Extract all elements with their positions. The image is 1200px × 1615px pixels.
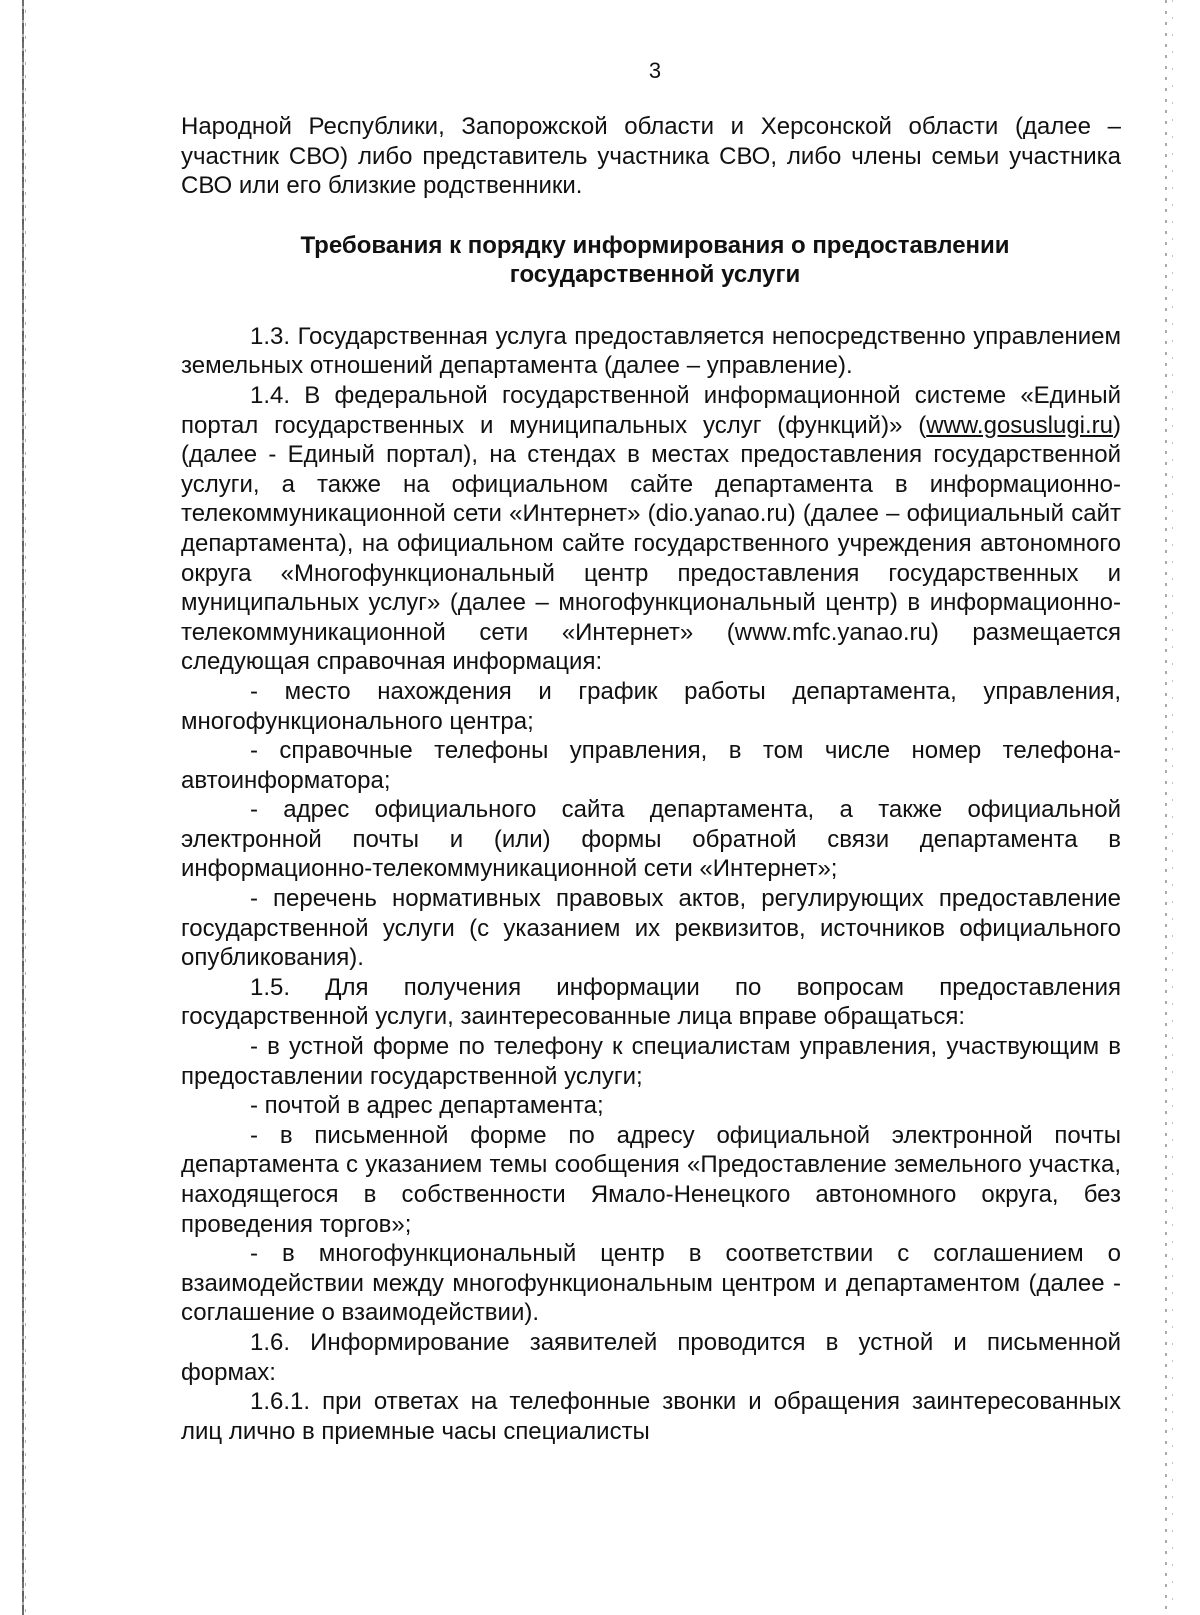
page-number: 3 [648,58,662,83]
scan-edge-right [1165,0,1167,1615]
scan-edge-left-secondary [25,0,26,1615]
contact-item-email: - в письменной форме по адресу официальной электронной почты департамента с указанием темы сообщения «Предоставление земельного участка, находящегося в собственности Ямало-Ненецкого автономного округа, без проведения торгов»; [181,1121,1121,1238]
scan-edge-left [22,0,24,1615]
gosuslugi-link[interactable]: www.gosuslugi.ru [926,411,1113,439]
clause-1-4-text-end: ) (далее - Единый портал), на стендах в местах предоставления государственной услуги, а также на официальном сайте департамента в информационно-телекоммуникационной сети «Интернет» (dio.yanao.ru) (далее – официальный сайт департамента), на официальном сайте государственного учреждения автономного округа «Многофункциональный центр предоставления государственных и муниципальных услуг» (далее – многофункциональный центр) в информационно-телекоммуникационной сети «Интернет» (www.mfc.yanao.ru) размещается следующая справочная информация: [181,411,1121,676]
clause-1-6: 1.6. Информирование заявителей проводится в устной и письменной формах: [181,1328,1121,1386]
document-body [181,112,1121,1446]
clause-1-5: 1.5. Для получения информации по вопросам предоставления государственной услуги, заинтересованные лица вправе обращаться: [181,973,1121,1031]
info-item-location: - место нахождения и график работы департамента, управления, многофункционального центра; [181,677,1121,735]
scan-edge-right-secondary [1172,0,1173,1615]
contact-item-mfc: - в многофункциональный центр в соответствии с соглашением о взаимодействии между многофункциональным центром и департаментом (далее - соглашение о взаимодействии). [181,1240,1121,1327]
section-heading [181,231,1121,289]
contact-item-phone: - в устной форме по телефону к специалистам управления, участвующим в предоставлении государственной услуги; [181,1033,1121,1090]
clause-1-3: 1.3. Государственная услуга предоставляется непосредственно управлением земельных отношений департамента (далее – управление). [181,322,1121,380]
info-item-legal-acts: - перечень нормативных правовых актов, регулирующих предоставление государственной услуги (с указанием их реквизитов, источников официального опубликования). [181,885,1121,972]
clause-1-4 [181,381,1121,677]
clause-1-6-1: 1.6.1. при ответах на телефонные звонки и обращения заинтересованных лиц лично в приемные часы специалисты [181,1388,1121,1445]
section-heading-line-1: Требования к порядку информирования о предоставлении [300,231,1010,259]
contact-item-mail: - почтой в адрес департамента; [250,1092,604,1120]
section-heading-line-2: государственной услуги [509,260,801,288]
clause-1-4-text-start: 1.4. В федеральной государственной информационной системе «Единый портал государственных и муниципальных услуг (функций)» ( [181,381,1121,439]
info-item-phones: - справочные телефоны управления, в том числе номер телефона-автоинформатора; [181,737,1121,794]
info-item-website: - адрес официального сайта департамента, а также официальной электронной почты и (или) формы обратной связи департамента в информационно-телекоммуникационной сети «Интернет»; [181,796,1121,883]
intro-paragraph: Народной Республики, Запорожской области и Херсонской области (далее – участник СВО) либо представитель участника СВО, либо члены семьи участника СВО или его близкие родственники. [181,113,1121,200]
